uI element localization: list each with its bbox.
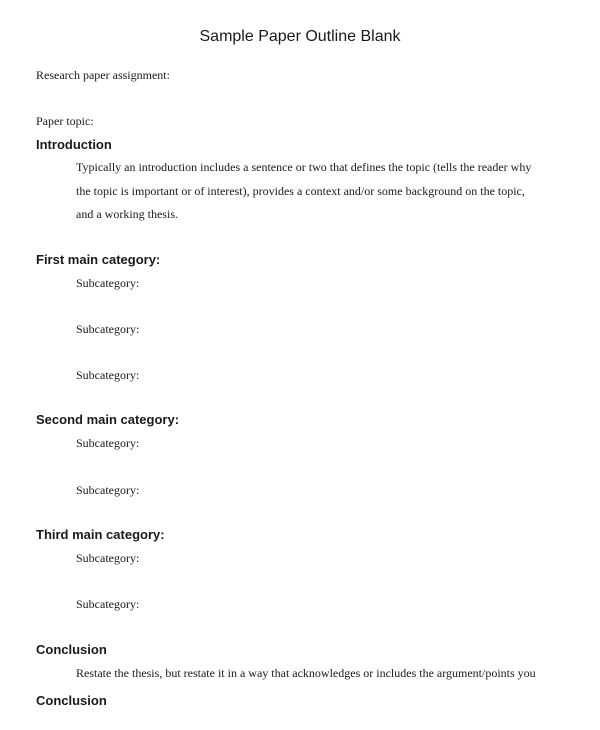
subcategory-label: Subcategory:: [76, 322, 140, 336]
subcategory-label: Subcategory:: [76, 551, 140, 565]
assignment-label: Research paper assignment:: [36, 68, 170, 82]
category-heading: Second main category:: [36, 412, 180, 427]
subcategory-label: Subcategory:: [76, 436, 140, 450]
introduction-line: Typically an introduction includes a sentence or two that defines the topic (tells the reader why: [76, 160, 532, 174]
category-heading: First main category:: [36, 252, 161, 267]
category-heading: Third main category:: [36, 527, 165, 542]
introduction-line: and a working thesis.: [76, 207, 178, 221]
document-title: Sample Paper Outline Blank: [199, 28, 401, 45]
conclusion-heading: Conclusion: [36, 642, 107, 657]
introduction-line: the topic is important or of interest), provides a context and/or some background on the topic,: [76, 184, 525, 198]
introduction-heading: Introduction: [36, 137, 112, 152]
conclusion-heading: Conclusion: [36, 693, 107, 708]
subcategory-label: Subcategory:: [76, 276, 140, 290]
subcategory-label: Subcategory:: [76, 597, 140, 611]
subcategory-label: Subcategory:: [76, 483, 140, 497]
topic-label: Paper topic:: [36, 114, 94, 128]
subcategory-label: Subcategory:: [76, 368, 140, 382]
conclusion-line: Restate the thesis, but restate it in a way that acknowledges or includes the argument/points you: [76, 666, 536, 680]
